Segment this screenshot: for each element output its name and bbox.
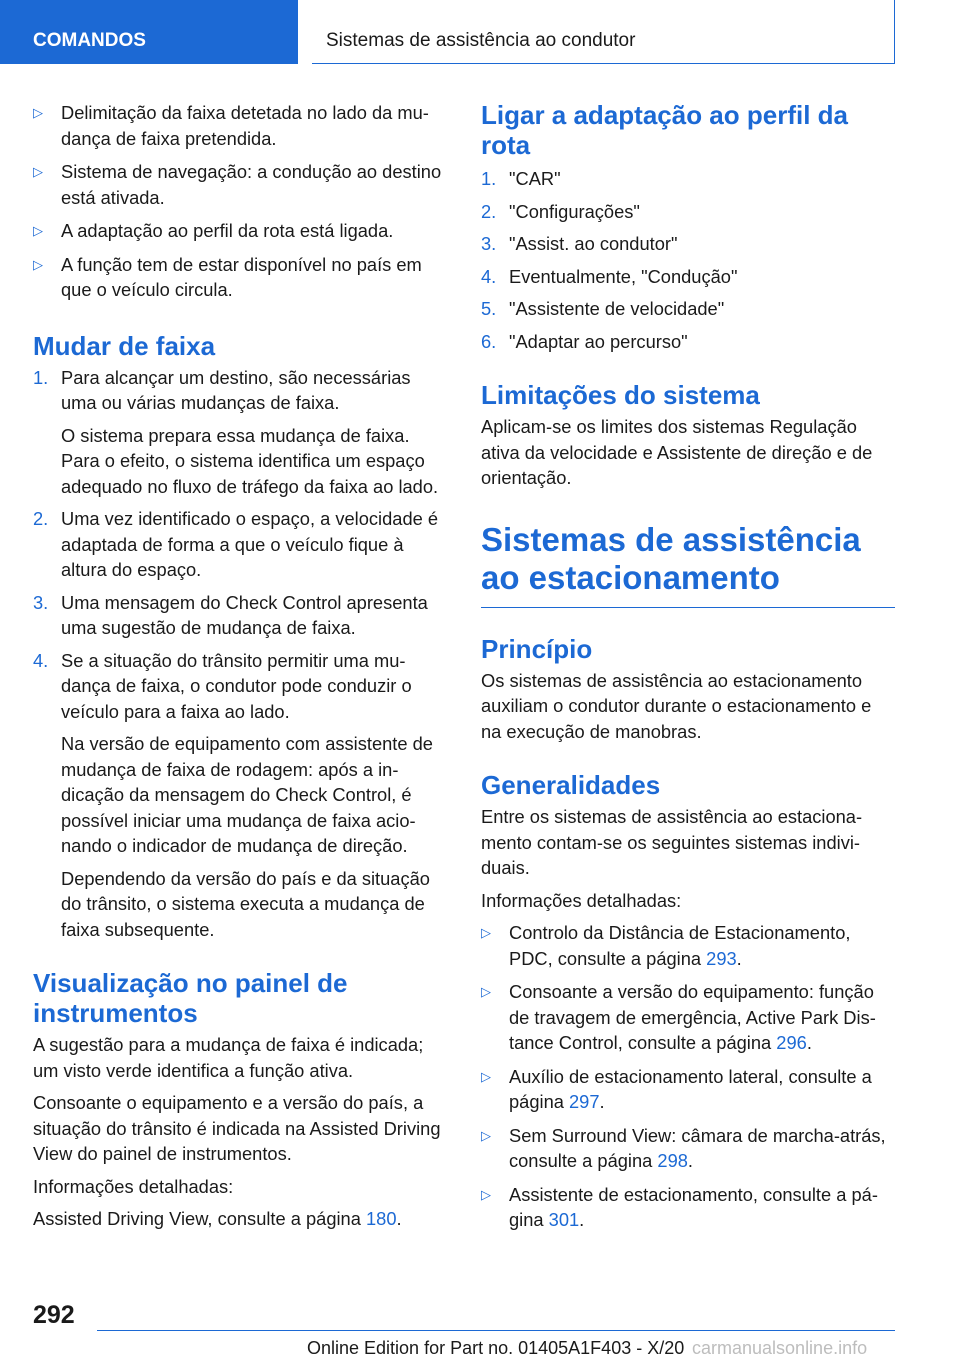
list-item: ▷ Auxílio de estacionamento lateral, consulte a página 297. bbox=[481, 1065, 872, 1112]
triangle-bullet-icon: ▷ bbox=[481, 1068, 491, 1084]
list-item: ▷ Delimitação da faixa detetada no lado da mudança de faixa pretendida. bbox=[33, 102, 429, 149]
numbered-step: 1. "CAR" bbox=[481, 168, 561, 189]
page-link[interactable]: 293 bbox=[706, 947, 737, 969]
triangle-bullet-icon: ▷ bbox=[481, 1186, 491, 1202]
step-detail: O sistema prepara essa mudança de faixa. Para o efeito, o sistema identifica um espaço adequado no fluxo de tráfego da faixa ao lado. bbox=[61, 424, 439, 497]
numbered-step: 1. Para alcançar um destino, são necessárias uma ou várias mudanças de faixa. bbox=[33, 366, 411, 413]
triangle-bullet-icon: ▷ bbox=[33, 105, 43, 120]
numbered-step: 2. Uma vez identificado o espaço, a velocidade é adaptada de forma a que o veículo fique à altura do espaço. bbox=[33, 508, 439, 580]
page-link[interactable]: 297 bbox=[568, 1091, 600, 1112]
list-item: ▷ A adaptação ao perfil da rota está ligada. bbox=[33, 218, 447, 244]
paragraph: Aplicam-se os limites dos sistemas Regulação ativa da velocidade e Assistente de direção e de orientação. bbox=[481, 416, 873, 488]
numbered-step: 6. "Adaptar ao percurso" bbox=[481, 330, 688, 352]
numbered-step: 3. Uma mensagem do Check Control apresenta uma sugestão de mudança de faixa. bbox=[33, 591, 428, 638]
page-link[interactable]: 301 bbox=[548, 1209, 580, 1230]
triangle-bullet-icon: ▷ bbox=[481, 984, 491, 999]
heading-rule bbox=[481, 607, 895, 608]
paragraph: Assisted Driving View, consulte a página 180. bbox=[33, 1208, 402, 1229]
triangle-bullet-icon: ▷ bbox=[33, 256, 43, 272]
list-item: ▷ Sem Surround View: câmara de marcha-atrás, consulte a página 298. bbox=[481, 1124, 886, 1171]
numbered-step: 3. "Assist. ao condutor" bbox=[481, 233, 678, 254]
list-item: ▷ A função tem de estar disponível no país em que o veículo circula. bbox=[33, 253, 422, 300]
list-item: ▷ Consoante a versão do equipamento: função de travagem de emergência, Active Park Distance Control, consulte a página 296. bbox=[481, 981, 876, 1053]
page-link[interactable]: 298 bbox=[657, 1150, 688, 1171]
general-heading: Generalidades bbox=[481, 770, 661, 800]
list-item: ▷ Controlo da Distância de Estacionamento, PDC, consulte a página 293. bbox=[481, 922, 851, 969]
triangle-bullet-icon: ▷ bbox=[481, 925, 491, 940]
footer-rule bbox=[97, 1330, 895, 1331]
section-tab bbox=[0, 0, 298, 64]
section-label: COMANDOS bbox=[33, 30, 146, 51]
triangle-bullet-icon: ▷ bbox=[33, 164, 43, 179]
paragraph: Consoante o equipamento e a versão do país, a situação do trânsito é indicada na Assisted Driving View do painel de instrumentos. bbox=[33, 1092, 441, 1164]
triangle-bullet-icon: ▷ bbox=[33, 223, 43, 238]
numbered-step: 5. "Assistente de velocidade" bbox=[481, 298, 725, 319]
edition-text: Online Edition for Part no. 01405A1F403 - X/20 bbox=[307, 1338, 685, 1358]
step-detail: Na versão de equipamento com assistente de mudança de faixa de rodagem: após a indicação da mensagem do Check Control, é possível iniciar uma mudança de faixa acionando o indicador de mudança de direção. bbox=[61, 733, 433, 856]
paragraph: Os sistemas de assistência ao estacionamento auxiliam o condutor durante o estacionamento e na execução de manobras. bbox=[481, 669, 872, 742]
numbered-step: 4. Se a situação do trânsito permitir uma mudança de faixa, o condutor pode conduzir o veículo para a faixa ao lado. bbox=[33, 649, 412, 722]
numbered-step: 2. "Configurações" bbox=[481, 200, 640, 222]
lane-change-heading: Mudar de faixa bbox=[33, 330, 216, 361]
chapter-header bbox=[312, 0, 895, 64]
paragraph: Informações detalhadas: bbox=[481, 889, 682, 911]
page-link[interactable]: 180 bbox=[365, 1208, 397, 1229]
paragraph: A sugestão para a mudança de faixa é indicada; um visto verde identifica a função ativa. bbox=[33, 1034, 424, 1081]
left-column bbox=[33, 100, 447, 1239]
activate-heading: Ligar a adaptação ao perfil da rota bbox=[481, 100, 848, 160]
right-column bbox=[481, 100, 895, 1241]
numbered-step: 4. Eventualmente, "Condução" bbox=[481, 265, 738, 287]
paragraph: Informações detalhadas: bbox=[33, 1175, 234, 1197]
chapter-title: Sistemas de assistência ao condutor bbox=[326, 30, 636, 51]
limits-heading: Limitações do sistema bbox=[481, 380, 760, 410]
watermark: carmanualsonline.info bbox=[692, 1338, 868, 1358]
triangle-bullet-icon: ▷ bbox=[481, 1127, 491, 1143]
paragraph: Entre os sistemas de assistência ao estacionamento contam-se os seguintes sistemas individuais. bbox=[481, 806, 863, 878]
principle-heading: Princípio bbox=[481, 633, 593, 664]
display-heading: Visualização no painel de instrumentos bbox=[33, 968, 348, 1028]
page-link[interactable]: 296 bbox=[776, 1032, 807, 1053]
list-item: ▷ Sistema de navegação: a condução ao destino está ativada. bbox=[33, 161, 442, 208]
list-item: ▷ Assistente de estacionamento, consulte a página 301. bbox=[481, 1183, 878, 1230]
parking-heading: Sistemas de assistência ao estacionamento bbox=[481, 520, 861, 596]
page-number: 292 bbox=[33, 1301, 75, 1329]
step-detail: Dependendo da versão do país e da situação do trânsito, o sistema executa a mudança de faixa subsequente. bbox=[61, 867, 430, 940]
